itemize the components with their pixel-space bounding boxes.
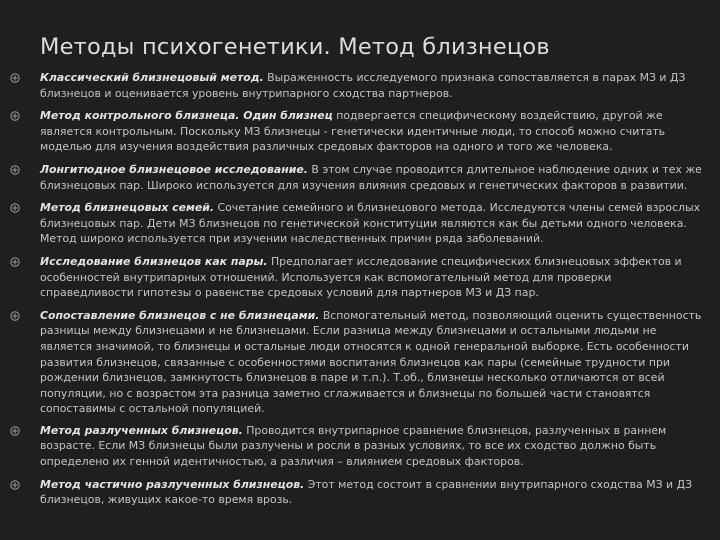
bullet-list <box>0 70 720 508</box>
circled-plus-icon <box>10 257 20 267</box>
circled-plus-icon <box>10 165 20 175</box>
circled-plus-icon <box>10 426 20 436</box>
item-text: подвергается специфическому воздействию, другой же является контрольным. Поскольку МЗ близнецы - генетически идентичные люди, то способ можно считать моделью для изучения воздействия различных средовых факторов на одного и того же человека. <box>40 109 666 154</box>
circled-plus-icon <box>10 111 20 121</box>
item-lead: Сопоставление близнецов с не близнецами. <box>40 308 320 322</box>
item-lead: Исследование близнецов как пары. <box>40 254 268 268</box>
circled-plus-icon <box>10 480 20 490</box>
circled-plus-icon <box>10 73 20 83</box>
list-item <box>0 162 720 193</box>
list-item <box>0 308 720 417</box>
item-lead: Метод контрольного близнеца. Один близнец <box>40 109 333 123</box>
list-item <box>0 254 720 301</box>
list-item <box>0 423 720 470</box>
list-item <box>0 200 720 247</box>
item-text: Проводится внутрипарное сравнение близнецов, разлученных в раннем возрасте. Если МЗ близнецы были разлучены и росли в разных условиях, то все их сходство должно быть определено их генной идентичностью, а различия – влиянием средовых факторов. <box>40 423 667 469</box>
item-lead: Метод частично разлученных близнецов. <box>40 477 305 491</box>
circled-plus-icon <box>10 203 20 213</box>
list-item <box>0 108 720 155</box>
list-item <box>0 70 720 101</box>
item-text: В этом случае проводится длительное наблюдение одних и тех же близнецовых пар. Широко используется для изучения влияния средовых и генетических факторов в развитии. <box>40 162 702 192</box>
item-text: Выраженность исследуемого признака сопоставляется в парах МЗ и ДЗ близнецов и оценивается уровень внутрипарного сходства партнеров. <box>40 71 686 100</box>
item-lead: Классический близнецовый метод. <box>40 71 264 84</box>
item-text: Вспомогательный метод, позволяющий оценить существенность разницы между близнецами и не близнецами. Если разница между близнецами и остальными людьми не является значимой, то близнецы и остальные люди относятся к одной генеральной выборке. Есть особенности развития близнецов, связанные с особенностями воспитания близнецов как пары (семейные трудности при рождении близнецов, замкнутость близнецов в паре и т.п.). Т.об., близнецы несколько отличаются от всей популяции, но с возрастом эта разница заметно сглаживается и близнецы по большей части становятся сопоставимы с остальной популяцией. <box>40 308 702 416</box>
item-text: Этот метод состоит в сравнении внутрипарного сходства МЗ и ДЗ близнецов, живущих какое-то время врозь. <box>40 477 693 507</box>
item-text: Сочетание семейного и близнецового метода. Исследуются члены семей взрослых близнецовых пар. Дети МЗ близнецов по генетической конституции являются как бы детьми одного человека. Метод широко используется при изучении наследственных причин ряда заболеваний. <box>40 201 701 246</box>
item-lead: Лонгитюдное близнецовое исследование. <box>40 162 308 176</box>
list-item <box>0 477 720 508</box>
item-lead: Метод близнецовых семей. <box>40 201 215 215</box>
slide-title: Методы психогенетики. Метод близнецов <box>40 34 550 60</box>
item-text: Предполагает исследование специфических близнецовых эффектов и особенностей внутрипарных отношений. Используется как вспомогательный метод для проверки справедливости гипотезы о равенстве средовых условий для партнеров МЗ и ДЗ пар. <box>40 254 682 300</box>
item-lead: Метод разлученных близнецов. <box>40 423 243 437</box>
circled-plus-icon <box>10 311 20 321</box>
